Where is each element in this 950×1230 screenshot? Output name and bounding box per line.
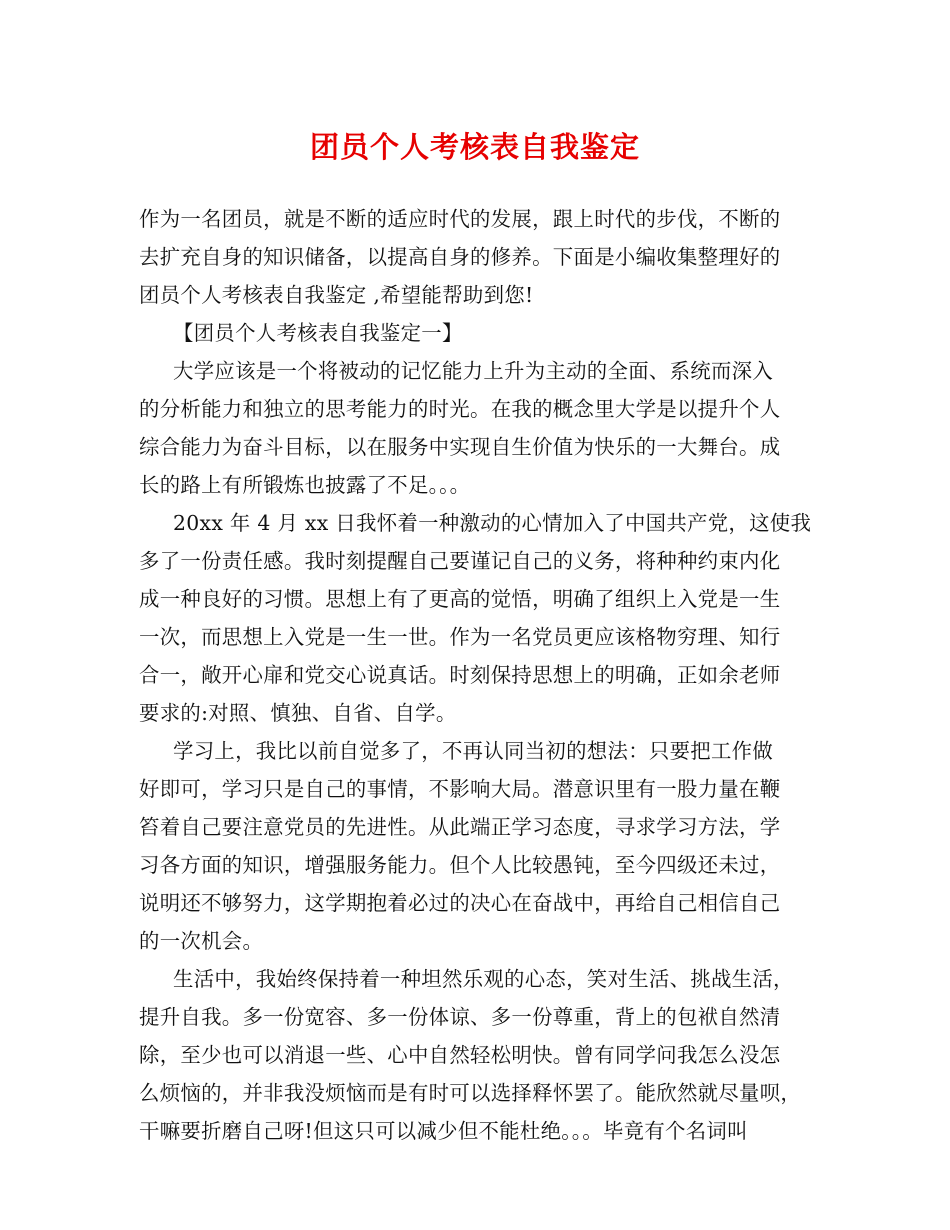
text-line: 20xx 年 4 月 xx 日我怀着一种激动的心情加入了中国共产党，这使我 [173, 511, 812, 535]
text-line: 作为一名团员，就是不断的适应时代的发展，跟上时代的步伐，不断的 [139, 207, 781, 231]
text-line: 生活中，我始终保持着一种坦然乐观的心态，笑对生活、挑战生活， [173, 967, 794, 991]
text-line: 学习上，我比以前自觉多了，不再认同当初的想法：只要把工作做 [173, 739, 774, 763]
text-line: 团员个人考核表自我鉴定 ,希望能帮助到您! [139, 283, 534, 307]
text-line: 除，至少也可以消退一些、心中自然轻松明快。曾有同学问我怎么没怎 [139, 1043, 781, 1067]
document-title: 团员个人考核表自我鉴定 [309, 130, 640, 164]
document-body [139, 200, 815, 1150]
text-line: 综合能力为奋斗目标，以在服务中实现自生价值为快乐的一大舞台。成 [139, 435, 781, 459]
text-line: 好即可，学习只是自己的事情，不影响大局。潜意识里有一股力量在鞭 [139, 777, 781, 801]
text-line: 习各方面的知识，增强服务能力。但个人比较愚钝，至今四级还未过， [139, 853, 781, 877]
text-line: 一次，而思想上入党是一生一世。作为一名党员更应该格物穷理、知行 [139, 625, 781, 649]
text-line: 么烦恼的，并非我没烦恼而是有时可以选择释怀罢了。能欣然就尽量呗， [139, 1081, 802, 1105]
text-line: 说明还不够努力，这学期抱着必过的决心在奋战中，再给自己相信自己 [139, 891, 781, 915]
text-line: 【团员个人考核表自我鉴定一】 [173, 321, 463, 345]
text-line: 合一，敞开心扉和党交心说真话。时刻保持思想上的明确，正如余老师 [139, 663, 781, 687]
text-line: 长的路上有所锻炼也披露了不足。。。 [139, 473, 471, 497]
text-line: 要求的:对照、慎独、自省、自学。 [139, 701, 457, 725]
text-line: 大学应该是一个将被动的记忆能力上升为主动的全面、系统而深入 [173, 359, 774, 383]
text-line: 的分析能力和独立的思考能力的时光。在我的概念里大学是以提升个人 [139, 397, 781, 421]
text-line: 多了一份责任感。我时刻提醒自己要谨记自己的义务，将种种约束内化 [139, 549, 781, 573]
text-line: 笞着自己要注意党员的先进性。从此端正学习态度，寻求学习方法，学 [139, 815, 781, 839]
text-line: 的一次机会。 [139, 929, 264, 953]
text-line: 干嘛要折磨自己呀!但这只可以减少但不能杜绝。。。毕竟有个名词叫 [139, 1119, 748, 1143]
text-line: 成一种良好的习惯。思想上有了更高的觉悟，明确了组织上入党是一生 [139, 587, 781, 611]
text-line: 去扩充自身的知识储备，以提高自身的修养。下面是小编收集整理好的 [139, 245, 781, 269]
text-line: 提升自我。多一份宽容、多一份体谅、多一份尊重，背上的包袱自然清 [139, 1005, 781, 1029]
